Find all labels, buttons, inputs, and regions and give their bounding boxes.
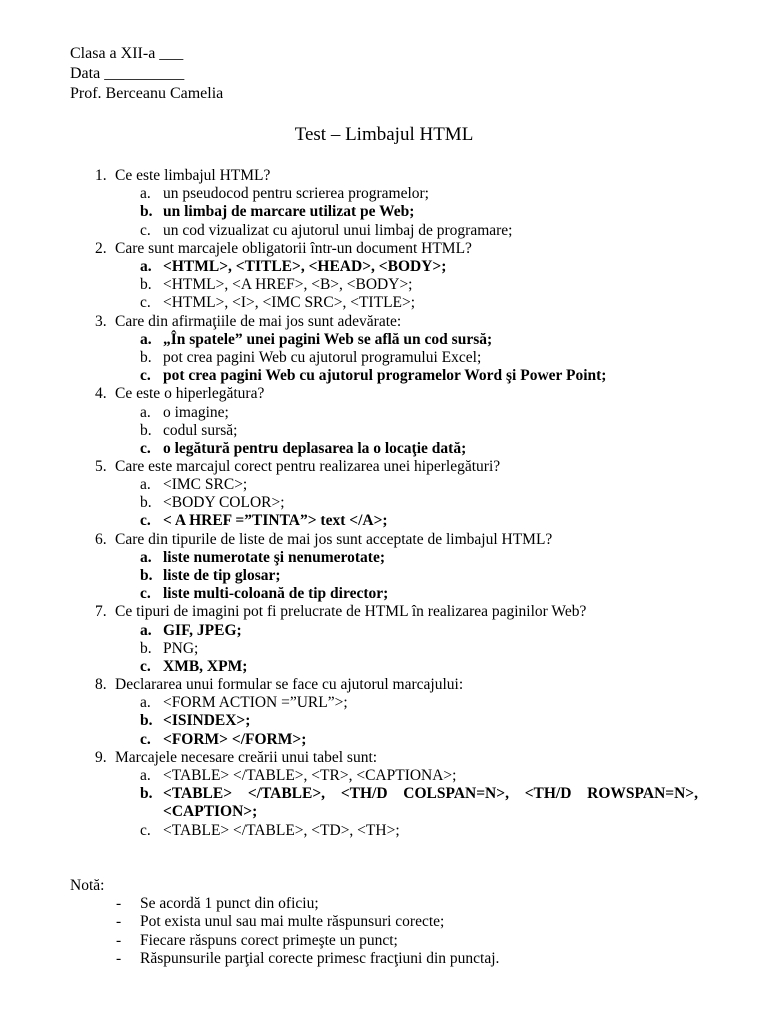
question-number: 9.	[95, 749, 107, 766]
option-letter: b.	[140, 494, 152, 511]
option-text: GIF, JPEG;	[163, 622, 242, 639]
question-5-option-c	[140, 512, 388, 530]
option-letter: c.	[140, 658, 151, 675]
question-number: 8.	[95, 676, 107, 693]
option-letter: b.	[140, 785, 153, 802]
question-text: Care din tipurile de liste de mai jos sunt acceptate de limbajul HTML?	[115, 531, 553, 548]
question-4-option-c	[140, 440, 466, 458]
option-letter: b.	[140, 640, 152, 657]
note-text: Răspunsurile parţial corecte primesc fracţiuni din punctaj.	[140, 950, 500, 967]
question-number: 4.	[95, 385, 107, 402]
option-text: o legătură pentru deplasarea la o locaţie dată;	[163, 440, 467, 457]
question-9-option-a	[140, 767, 456, 785]
question-7-option-a	[140, 622, 242, 640]
option-text: <TABLE> </TABLE>, <TR>, <CAPTIONA>;	[163, 767, 457, 784]
note-dash: -	[116, 932, 122, 949]
question-text: Care din afirmaţiile de mai jos sunt adevărate:	[115, 313, 402, 330]
question-9-option-c	[140, 822, 400, 840]
question-7-option-b	[140, 640, 198, 658]
question-5-option-a	[140, 476, 247, 494]
option-letter: b.	[140, 567, 153, 584]
class-line: Clasa a XII-a ___	[70, 45, 184, 62]
question-9-option-b	[140, 785, 700, 821]
question-6	[95, 531, 552, 549]
question-text: Ce este limbajul HTML?	[115, 167, 271, 184]
note-dash: -	[116, 895, 122, 912]
note-item	[116, 932, 398, 950]
option-text: <FORM> </FORM>;	[163, 731, 307, 748]
option-text: un cod vizualizat cu ajutorul unui limbaj de programare;	[163, 222, 513, 239]
note-item	[116, 913, 444, 931]
option-text: liste numerotate şi nenumerotate;	[163, 549, 385, 566]
question-2-option-a	[140, 258, 446, 276]
question-3-option-c	[140, 367, 606, 385]
option-letter: a.	[140, 258, 152, 275]
option-text: <HTML>, <A HREF>, <B>, <BODY>;	[163, 276, 413, 293]
option-text: liste de tip glosar;	[163, 567, 281, 584]
option-text: o imagine;	[163, 404, 229, 421]
option-text: un pseudocod pentru scrierea programelor;	[163, 185, 429, 202]
question-3-option-a	[140, 331, 492, 349]
question-text: Declararea unui formular se face cu ajutorul marcajului:	[115, 676, 464, 693]
option-letter: c.	[140, 222, 151, 239]
question-4-option-b	[140, 422, 237, 440]
option-text: codul sursă;	[163, 422, 238, 439]
option-text: liste multi-coloană de tip director;	[163, 585, 389, 602]
option-text: <FORM ACTION =”URL”>;	[163, 694, 348, 711]
option-letter: c.	[140, 294, 151, 311]
option-letter: b.	[140, 276, 152, 293]
question-6-option-c	[140, 585, 388, 603]
option-text: pot crea pagini Web cu ajutorul programului Excel;	[163, 349, 482, 366]
note-text: Se acordă 1 punct din oficiu;	[140, 895, 319, 912]
option-letter: a.	[140, 767, 151, 784]
option-text: „În spatele” unei pagini Web se află un cod sursă;	[163, 331, 493, 348]
question-6-option-a	[140, 549, 385, 567]
option-letter: a.	[140, 622, 152, 639]
note-text: Pot exista unul sau mai multe răspunsuri corecte;	[140, 913, 445, 930]
question-3-option-b	[140, 349, 481, 367]
note-dash: -	[116, 913, 122, 930]
question-2-option-c	[140, 294, 415, 312]
option-letter: c.	[140, 585, 151, 602]
question-7	[95, 603, 586, 621]
note-text: Fiecare răspuns corect primeşte un punct;	[140, 932, 398, 949]
option-text: pot crea pagini Web cu ajutorul programelor Word şi Power Point;	[163, 367, 607, 384]
option-letter: a.	[140, 185, 151, 202]
question-5	[95, 458, 500, 476]
option-letter: b.	[140, 422, 152, 439]
teacher-line: Prof. Berceanu Camelia	[70, 85, 224, 102]
question-1-option-a	[140, 185, 429, 203]
question-number: 7.	[95, 603, 107, 620]
option-text: <HTML>, <TITLE>, <HEAD>, <BODY>;	[163, 258, 447, 275]
option-letter: b.	[140, 203, 153, 220]
option-text: XMB, XPM;	[163, 658, 248, 675]
option-letter: a.	[140, 331, 152, 348]
question-5-option-b	[140, 494, 285, 512]
question-1	[95, 167, 270, 185]
option-letter: a.	[140, 549, 152, 566]
option-letter: c.	[140, 440, 151, 457]
option-letter: c.	[140, 512, 151, 529]
option-text: < A HREF =”TINTA”> text </A>;	[163, 512, 388, 529]
question-7-option-c	[140, 658, 247, 676]
question-1-option-c	[140, 222, 513, 240]
question-text: Care este marcajul corect pentru realizarea unei hiperlegături?	[115, 458, 501, 475]
question-6-option-b	[140, 567, 281, 585]
note-item	[116, 950, 499, 968]
note-dash: -	[116, 950, 122, 967]
question-2-option-b	[140, 276, 413, 294]
question-4-option-a	[140, 404, 229, 422]
question-text: Ce este o hiperlegătura?	[115, 385, 265, 402]
question-8	[95, 676, 463, 694]
date-line: Data __________	[70, 65, 185, 82]
option-letter: a.	[140, 404, 151, 421]
question-text: Ce tipuri de imagini pot fi prelucrate de HTML în realizarea paginilor Web?	[115, 603, 587, 620]
option-text: <TABLE> </TABLE>, <TH/D COLSPAN=N>, <TH/D ROWSPAN=N>, <CAPTION>;	[163, 785, 698, 820]
question-9	[95, 749, 377, 767]
option-letter: c.	[140, 367, 151, 384]
question-number: 1.	[95, 167, 107, 184]
option-letter: a.	[140, 694, 151, 711]
option-text: <BODY COLOR>;	[163, 494, 285, 511]
question-number: 6.	[95, 531, 107, 548]
option-text: <HTML>, <I>, <IMC SRC>, <TITLE>;	[163, 294, 416, 311]
option-text: <TABLE> </TABLE>, <TD>, <TH>;	[163, 822, 400, 839]
option-text: <IMC SRC>;	[163, 476, 248, 493]
option-letter: c.	[140, 822, 151, 839]
question-8-option-a	[140, 694, 348, 712]
option-letter: c.	[140, 731, 151, 748]
question-number: 2.	[95, 240, 107, 257]
question-3	[95, 313, 401, 331]
question-4	[95, 385, 264, 403]
question-number: 5.	[95, 458, 107, 475]
question-2	[95, 240, 472, 258]
question-text: Marcajele necesare creării unui tabel sunt:	[115, 749, 378, 766]
question-text: Care sunt marcajele obligatorii într-un document HTML?	[115, 240, 472, 257]
option-letter: a.	[140, 476, 151, 493]
question-number: 3.	[95, 313, 107, 330]
option-text: PNG;	[163, 640, 199, 657]
question-1-option-b	[140, 203, 414, 221]
page-title: Test – Limbajul HTML	[294, 124, 474, 145]
question-8-option-b	[140, 712, 250, 730]
note-title: Notă:	[70, 877, 105, 894]
question-8-option-c	[140, 731, 306, 749]
option-letter: b.	[140, 349, 152, 366]
note-item	[116, 895, 319, 913]
option-text: un limbaj de marcare utilizat pe Web;	[163, 203, 415, 220]
option-letter: b.	[140, 712, 153, 729]
option-text: <ISINDEX>;	[163, 712, 251, 729]
